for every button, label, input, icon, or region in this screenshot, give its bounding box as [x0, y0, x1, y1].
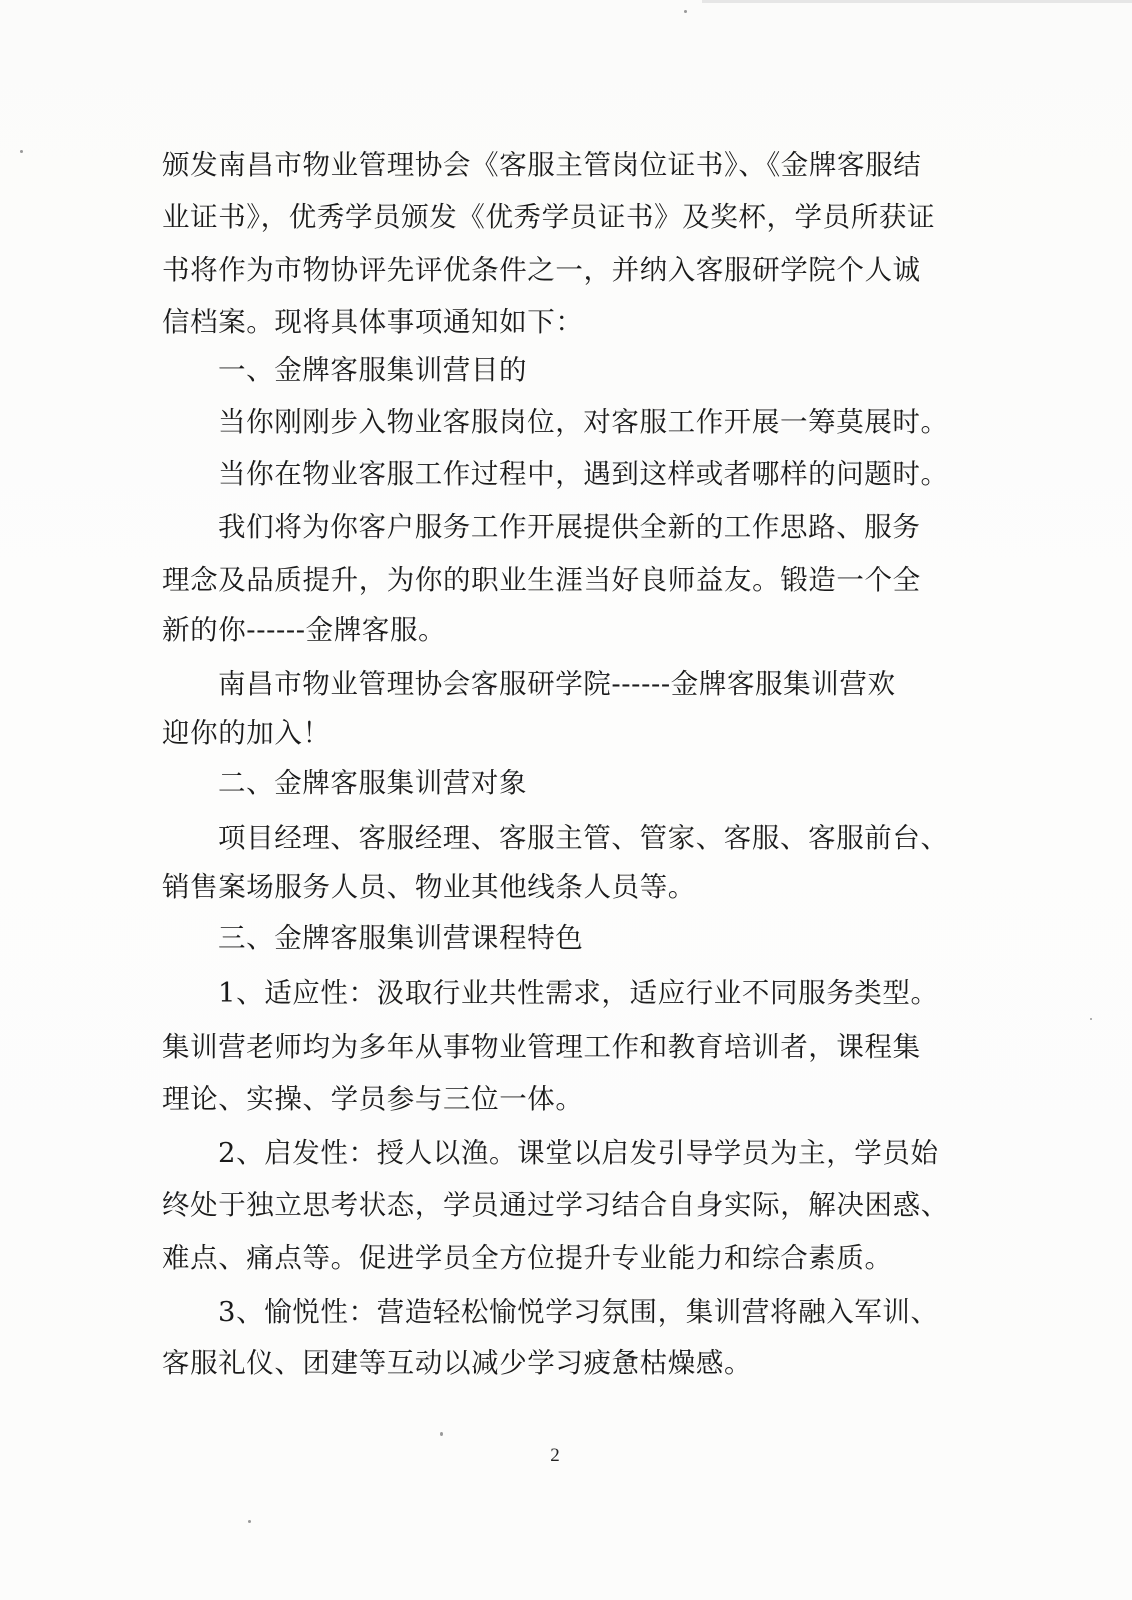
paragraph-line: 我们将为你客户服务工作开展提供全新的工作思路、服务 — [218, 511, 921, 543]
paragraph-line: 迎你的加入！ — [162, 717, 331, 749]
paragraph-line: 难点、痛点等。促进学员全方位提升专业能力和综合素质。 — [162, 1242, 893, 1274]
paragraph-line: 理念及品质提升，为你的职业生涯当好良师益友。锻造一个全 — [162, 564, 921, 596]
paragraph-line: 南昌市物业管理协会客服研学院------金牌客服集训营欢 — [218, 668, 896, 700]
paragraph-line: 业证书》，优秀学员颁发《优秀学员证书》及奖杯，学员所获证 — [162, 201, 936, 233]
page-number: 2 — [550, 1445, 560, 1466]
scan-speck — [684, 10, 687, 13]
scan-speck — [1090, 1018, 1092, 1020]
paragraph-line: 书将作为市物协评先评优条件之一，并纳入客服研学院个人诚 — [162, 254, 921, 286]
scan-speck — [20, 150, 23, 153]
scan-speck — [440, 1432, 443, 1436]
paragraph-line: 信档案。现将具体事项通知如下： — [162, 306, 584, 338]
paragraph-line: 1、适应性：汲取行业共性需求，适应行业不同服务类型。 — [218, 977, 939, 1009]
paragraph-line: 2、启发性：授人以渔。课堂以启发引导学员为主，学员始 — [218, 1137, 939, 1169]
paragraph-line: 当你刚刚步入物业客服岗位，对客服工作开展一筹莫展时。 — [218, 406, 949, 438]
scan-speck — [248, 1520, 251, 1523]
paragraph-line: 3、愉悦性：营造轻松愉悦学习氛围，集训营将融入军训、 — [218, 1296, 939, 1328]
paragraph-line: 集训营老师均为多年从事物业管理工作和教育培训者，课程集 — [162, 1031, 921, 1063]
section-heading-audience: 二、金牌客服集训营对象 — [218, 767, 528, 799]
paragraph-line: 销售案场服务人员、物业其他线条人员等。 — [162, 871, 696, 903]
section-heading-purpose: 一、金牌客服集训营目的 — [218, 354, 528, 386]
paragraph-line: 项目经理、客服经理、客服主管、管家、客服、客服前台、 — [218, 822, 949, 854]
paragraph-line: 客服礼仪、团建等互动以减少学习疲惫枯燥感。 — [162, 1347, 753, 1379]
scan-edge-line — [702, 0, 1132, 3]
paragraph-line: 当你在物业客服工作过程中，遇到这样或者哪样的问题时。 — [218, 458, 949, 490]
paragraph-line: 颁发南昌市物业管理协会《客服主管岗位证书》、《金牌客服结 — [162, 149, 922, 181]
paragraph-line: 新的你------金牌客服。 — [162, 614, 447, 646]
paragraph-line: 终处于独立思考状态，学员通过学习结合自身实际，解决困惑、 — [162, 1189, 949, 1221]
paragraph-line: 理论、实操、学员参与三位一体。 — [162, 1083, 584, 1115]
section-heading-features: 三、金牌客服集训营课程特色 — [218, 922, 584, 954]
